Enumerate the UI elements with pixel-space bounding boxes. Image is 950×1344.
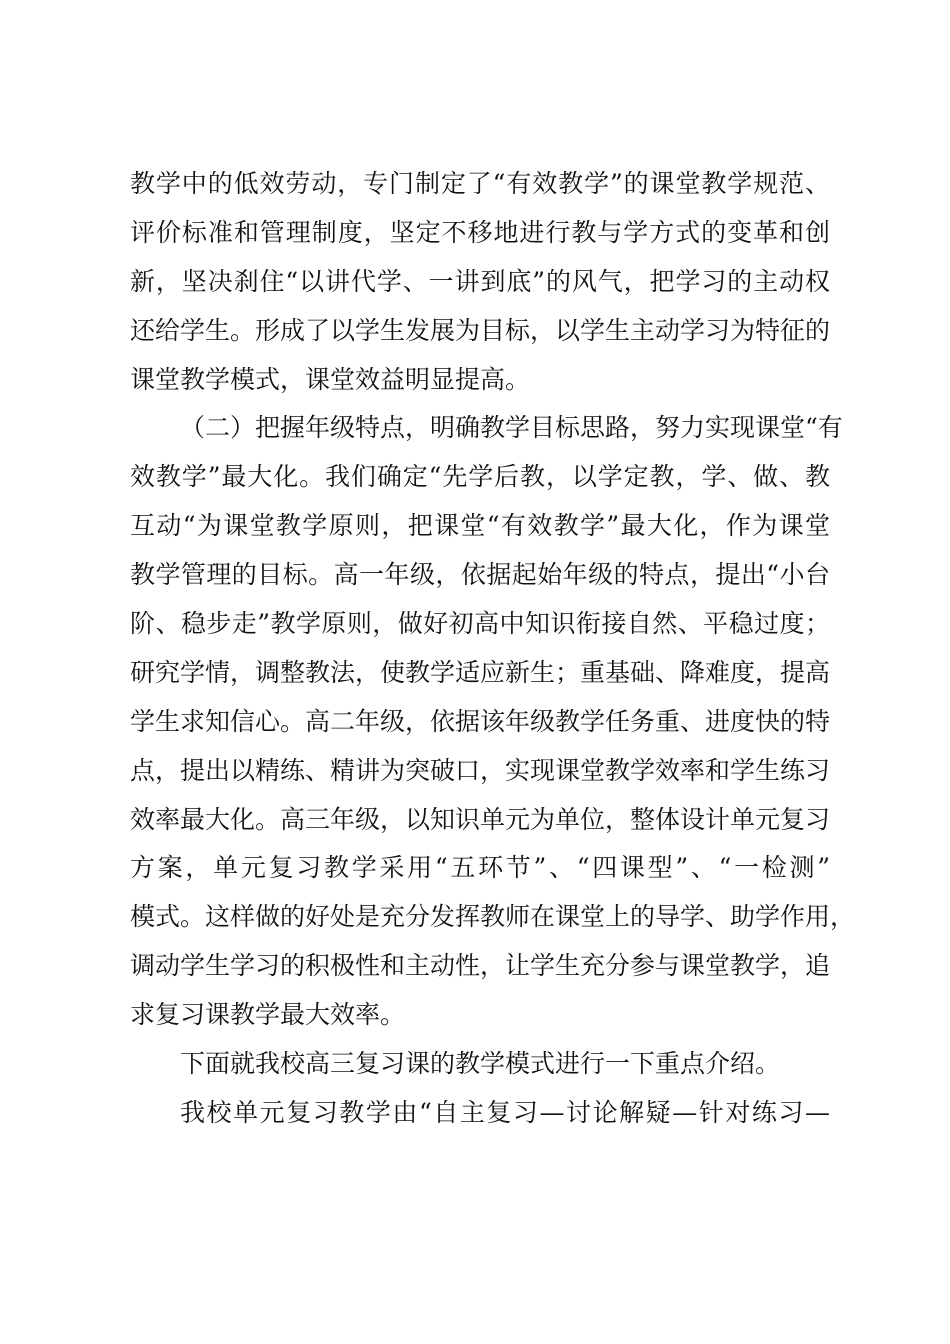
text-line: 评价标准和管理制度，坚定不移地进行教与学方式的变革和创 [130,217,830,247]
text-line: 点，提出以精练、精讲为突破口，实现课堂教学效率和学生练习 [130,755,831,785]
text-line: 教学中的低效劳动，专门制定了“有效教学”的课堂教学规范、 [130,169,830,198]
text-line: 学生求知信心。高二年级，依据该年级教学任务重、进度快的特 [130,706,831,736]
text-line: 教学管理的目标。高一年级，依据起始年级的特点，提出“小台 [130,560,830,590]
text-line: 下面就我校高三复习课的教学模式进行一下重点介绍。 [180,1049,781,1079]
text-line: 互动“为课堂教学原则，把课堂“有效教学”最大化，作为课堂 [130,511,830,541]
text-line: 新，坚决刹住“以讲代学、一讲到底”的风气，把学习的主动权 [130,266,830,296]
text-line: 模式。这样做的好处是充分发挥教师在课堂上的导学、助学作用， [130,902,856,932]
body-text [130,160,856,1138]
text-line: 效教学”最大化。我们确定“先学后教，以学定教，学、做、教 [130,462,830,492]
text-line: 调动学生学习的积极性和主动性，让学生充分参与课堂教学，追 [130,951,831,981]
text-line: 阶、稳步走”教学原则，做好初高中知识衔接自然、平稳过度； [130,609,830,639]
text-line: （二）把握年级特点，明确教学目标思路，努力实现课堂“有 [180,413,843,443]
text-line: 还给学生。形成了以学生发展为目标，以学生主动学习为特征的 [130,315,831,345]
text-line: 课堂教学模式，课堂效益明显提高。 [130,364,531,394]
text-line: 效率最大化。高三年级，以知识单元为单位，整体设计单元复习 [130,804,831,834]
text-line: 方案，单元复习教学采用“五环节”、“四课型”、“一检测” [130,853,830,883]
text-line: 我校单元复习教学由“自主复习—讨论解疑—针对练习— [180,1097,830,1127]
text-line: 求复习课教学最大效率。 [130,1000,406,1030]
text-line: 研究学情，调整教法，使教学适应新生；重基础、降难度，提高 [130,657,831,687]
